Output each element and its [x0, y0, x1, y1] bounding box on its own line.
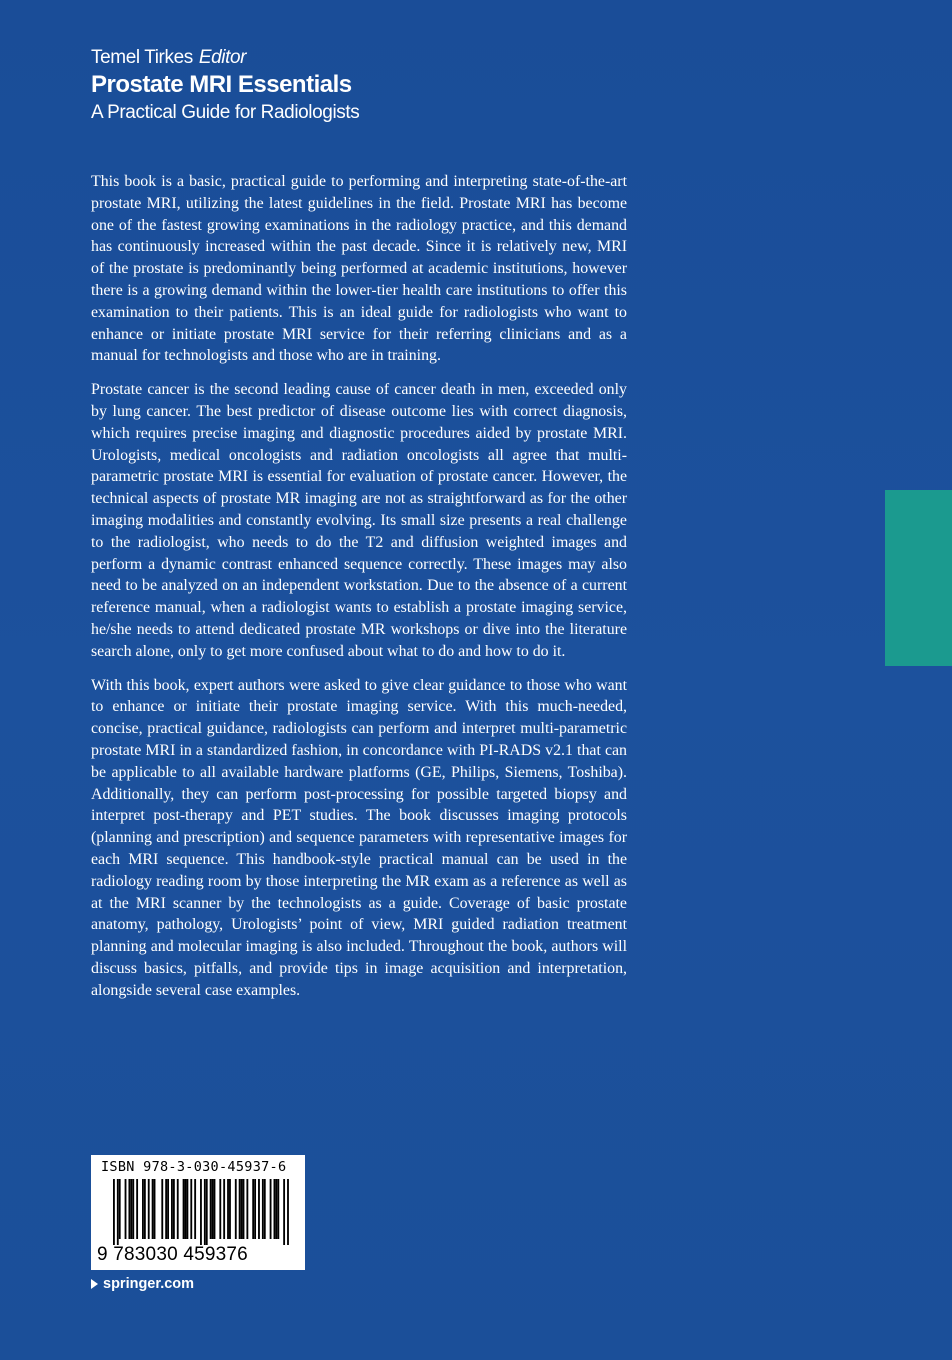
barcode-bar [167, 1179, 169, 1239]
barcode-bar [148, 1179, 150, 1239]
barcode-bar [227, 1179, 229, 1239]
barcode-bar [206, 1179, 208, 1245]
barcode-bar [223, 1179, 225, 1239]
spine-accent-tab [885, 490, 952, 666]
book-subtitle: A Practical Guide for Radiologists [91, 102, 360, 123]
barcode-bar [219, 1179, 221, 1239]
arrow-right-icon [91, 1279, 98, 1289]
description-paragraph-2: Prostate cancer is the second leading cause of cancer death in men, exceeded only by lung cancer. The best predictor of disease outcome lies with correct diagnosis, which requires precise imaging and diagnostic procedures aided by prostate MRI. Urologists, medical oncologists and radiation oncologists all agree that multi-parametric prostate MRI is essential for evaluation of prostate cancer. However, the technical aspects of prostate MR imaging are not as straightforward as for the other imaging modalities and constantly evolving. Its small size presents a real challenge to the radiologist, who needs to do the T2 and diffusion weighted images and perform a dynamic contrast enhanced sequence correctly. These images may also need to be analyzed on an independent workstation. Due to the absence of a current reference manual, when a radiologist wants to establish a prostate imaging service, he/she needs to attend dedicated prostate MR workshops or dive into the literature search alone, only to get more confused about what to do and how to do it. [91, 381, 627, 660]
barcode-bar [204, 1179, 206, 1245]
barcode-bar [128, 1179, 130, 1239]
barcode-bar [186, 1179, 188, 1239]
barcode-bar [229, 1179, 231, 1239]
barcode-bar [177, 1179, 179, 1239]
barcode-bar [113, 1179, 115, 1245]
barcode-number: 9 783030 459376 [97, 1244, 248, 1265]
barcode-bar [243, 1179, 245, 1239]
barcode-bar [210, 1179, 212, 1239]
barcode-bar [152, 1179, 154, 1239]
editor-name: Temel Tirkes [91, 47, 193, 68]
barcode-bar [144, 1179, 146, 1239]
isbn-barcode [91, 1155, 305, 1270]
barcode-bar [235, 1179, 237, 1239]
barcode-bar [119, 1179, 121, 1239]
barcode-bar [254, 1179, 256, 1239]
barcode-bar [214, 1179, 216, 1239]
barcode-bars [113, 1179, 289, 1245]
barcode-bar [212, 1179, 214, 1239]
barcode-bar [185, 1179, 187, 1239]
barcode-bar [274, 1179, 276, 1239]
barcode-bar [258, 1179, 260, 1239]
barcode-bar [130, 1179, 132, 1239]
barcode-bar [125, 1179, 127, 1239]
barcode-bar [165, 1179, 167, 1239]
publisher-url[interactable]: springer.com [103, 1276, 195, 1292]
barcode-bar [173, 1179, 175, 1239]
barcode-bar [154, 1179, 156, 1239]
barcode-bar [171, 1179, 173, 1239]
barcode-bar [161, 1179, 163, 1239]
barcode-bar [283, 1179, 285, 1245]
book-header [91, 46, 359, 126]
description-paragraph-1: This book is a basic, practical guide to performing and interpreting state-of-the-art prostate MRI, utilizing the latest guidelines in the field. Prostate MRI has become one of the fastest growing examinations in the radiology practice, and this demand has continuously increased within the past decade. Since it is relatively new, MRI of the prostate is predominantly being performed at academic institutions, however there is a growing demand within the lower-tier health care institutions to offer this examination to their patients. This is an ideal guide for radiologists who want to enhance or initiate prostate MRI service for their referring clinicians and as a manual for technologists and those who are in training. [91, 173, 627, 365]
barcode-bar [194, 1179, 196, 1239]
barcode-bar [190, 1179, 192, 1239]
isbn-label: ISBN 978-3-030-45937-6 [101, 1159, 287, 1175]
publisher-link[interactable] [91, 1276, 194, 1292]
barcode-bar [252, 1179, 254, 1239]
barcode-bar [142, 1179, 144, 1239]
barcode-bar [200, 1179, 202, 1245]
barcode-bar [132, 1179, 134, 1239]
editor-role: Editor [198, 47, 247, 68]
barcode-bar [117, 1179, 119, 1245]
barcode-bar [270, 1179, 272, 1239]
barcode-bar [183, 1179, 185, 1239]
book-description [91, 171, 627, 1013]
barcode-bar [241, 1179, 243, 1239]
book-title: Prostate MRI Essentials [91, 71, 352, 98]
barcode-bar [136, 1179, 138, 1239]
barcode-bar [275, 1179, 277, 1239]
barcode-bar [287, 1179, 289, 1245]
barcode-bar [277, 1179, 279, 1239]
barcode-bar [246, 1179, 248, 1239]
description-paragraph-3: With this book, expert authors were asked to give clear guidance to those who want to enhance or initiate their prostate imaging service. With this much-needed, concise, practical guidance, radiologists can perform and interpret multi-parametric prostate MRI in a standardized fashion, in concordance with PI-RADS v2.1 that can be applicable to all available hardware platforms (GE, Philips, Siemens, Toshiba). Additionally, they can perform post-processing for possible targeted biopsy and interpret post-therapy and PET studies. The book discusses imaging protocols (planning and prescription) and sequence parameters with representative images for each MRI sequence. This handbook-style practical manual can be used in the radiology reading room by those interpreting the MR exam as a reference as well as at the MRI scanner by the technologists as a guide. Coverage of basic prostate anatomy, pathology, Urologists’ point of view, MRI guided radiation treatment planning and molecular imaging is also included. Throughout the book, authors will discuss basics, pitfalls, and provide tips in image acquisition and interpretation, alongside several case examples. [91, 676, 627, 999]
barcode-bar [262, 1179, 264, 1239]
barcode-bar [239, 1179, 241, 1239]
barcode-bar [264, 1179, 266, 1239]
editor-line [91, 46, 359, 70]
